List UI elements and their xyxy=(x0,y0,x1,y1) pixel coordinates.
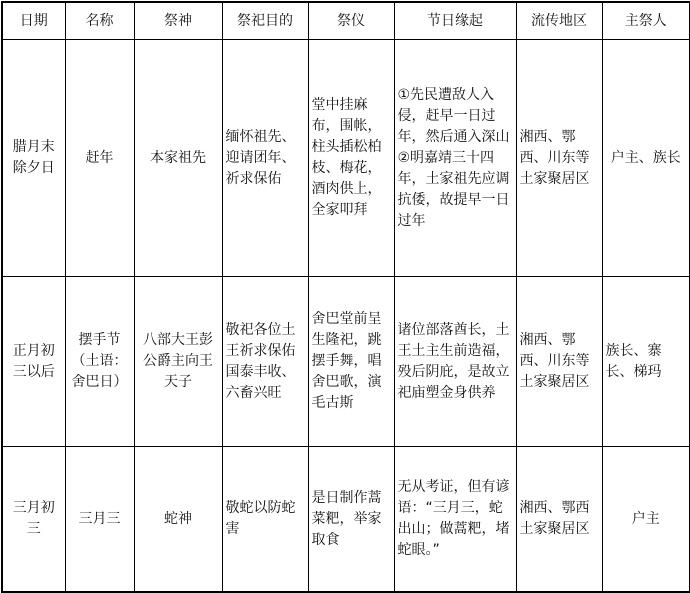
cell-purpose: 敬蛇以防蛇害 xyxy=(222,447,308,593)
header-origin: 节日缘起 xyxy=(394,2,516,40)
cell-ritual: 是日制作蒿菜粑，举家取食 xyxy=(308,447,394,593)
cell-deity: 蛇神 xyxy=(134,447,222,593)
cell-date: 三月初三 xyxy=(2,447,65,593)
cell-origin xyxy=(394,277,516,447)
festival-table xyxy=(1,1,690,593)
header-date: 日期 xyxy=(2,2,65,40)
cell-origin xyxy=(394,40,516,277)
cell-deity: 八部大王彭公爵主向王天子 xyxy=(134,277,222,447)
origin-paragraph: ①先民遭敌人入侵，赶早一日过年，然后通入深山 xyxy=(397,86,510,145)
header-host: 主祭人 xyxy=(602,2,690,40)
cell-date: 正月初三以后 xyxy=(2,277,65,447)
cell-host: 户主 xyxy=(602,447,690,593)
cell-name: 赶年 xyxy=(65,40,134,277)
cell-region: 湘西、鄂西、川东等土家聚居区 xyxy=(516,40,602,277)
cell-deity: 本家祖先 xyxy=(134,40,222,277)
cell-host: 户主、族长 xyxy=(602,40,690,277)
cell-purpose: 缅怀祖先、迎请团年、祈求保佑 xyxy=(222,40,308,277)
cell-ritual: 舍巴堂前呈生隆祀，跳摆手舞，唱舍巴歌，演毛古斯 xyxy=(308,277,394,447)
cell-ritual: 堂中挂麻布，围帐，柱头插松柏枝、梅花，酒肉供上，全家叩拜 xyxy=(308,40,394,277)
table-row xyxy=(2,40,690,277)
header-ritual: 祭仪 xyxy=(308,2,394,40)
header-region: 流传地区 xyxy=(516,2,602,40)
cell-origin xyxy=(394,447,516,593)
header-deity: 祭神 xyxy=(134,2,222,40)
origin-paragraph: 无从考证，但有谚语：“三月三，蛇出山；做蒿粑，堵蛇眼。” xyxy=(397,479,510,558)
cell-region: 湘西、鄂西土家聚居区 xyxy=(516,447,602,593)
table-row xyxy=(2,447,690,593)
cell-host: 族长、寨长、梯玛 xyxy=(602,277,690,447)
cell-date: 腊月末除夕日 xyxy=(2,40,65,277)
origin-paragraph: ②明嘉靖三十四年，土家祖先应调抗倭，故提早一日过年 xyxy=(397,149,510,229)
origin-paragraph: 诸位部落酋长，土王土主生前造福，殁后阴庇，是故立祀庙塑金身供养 xyxy=(397,321,510,401)
table-row xyxy=(2,277,690,447)
cell-purpose: 敬祀各位土王祈求保佑国泰丰收、六畜兴旺 xyxy=(222,277,308,447)
cell-name: 三月三 xyxy=(65,447,134,593)
cell-name: 摆手节（土语：舍巴日） xyxy=(65,277,134,447)
cell-region: 湘西、鄂西、川东等土家聚居区 xyxy=(516,277,602,447)
header-name: 名称 xyxy=(65,2,134,40)
header-purpose: 祭祀目的 xyxy=(222,2,308,40)
header-row xyxy=(2,2,690,40)
